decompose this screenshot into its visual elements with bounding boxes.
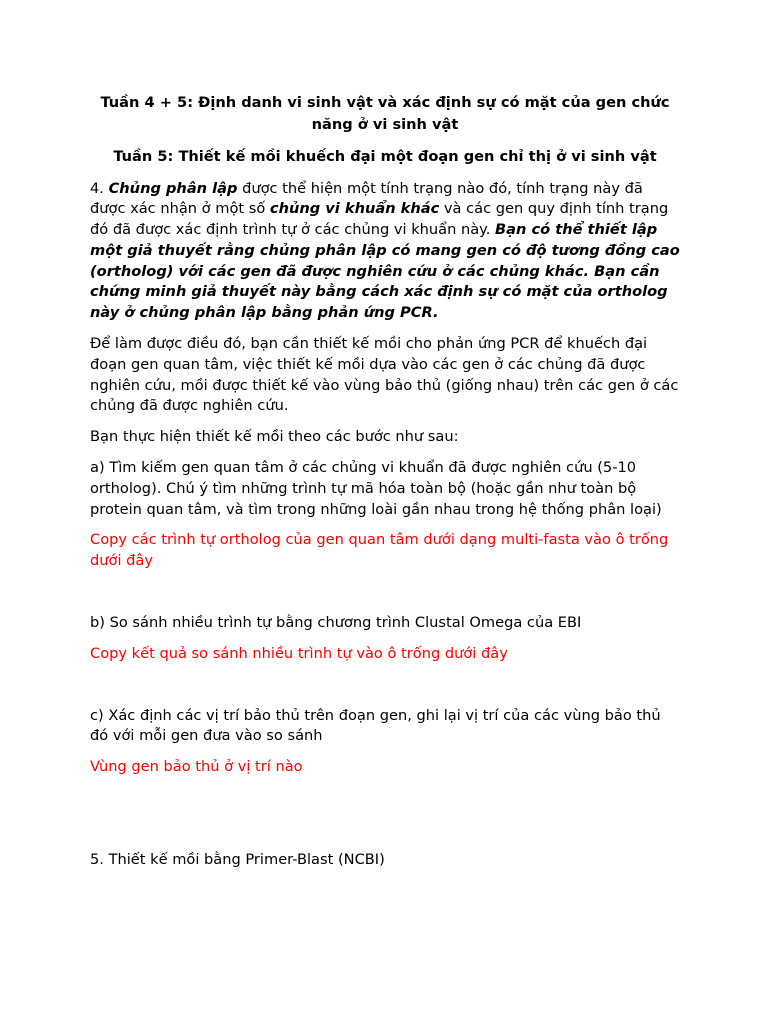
step-c: c) Xác định các vị trí bảo thủ trên đoạn gen, ghi lại vị trí của các vùng bảo thủ đó với mỗi gen đưa vào so sánh	[90, 706, 661, 745]
step-b-instruction: Copy kết quả so sánh nhiều trình tự vào ô trống dưới đây	[90, 644, 508, 662]
other-strains-term: chủng vi khuẩn khác	[269, 200, 440, 218]
item-4-prefix: 4.	[90, 179, 109, 197]
step-b: b) So sánh nhiều trình tự bằng chương trình Clustal Omega của EBI	[90, 614, 582, 632]
item-4-text-1: được thể hiện một tính trạng nào đó, tính trạng này đã được xác nhận ở một số	[90, 179, 643, 218]
primer-design-paragraph: Để làm được điều đó, bạn cần thiết kế mồi cho phản ứng PCR để khuếch đại đoạn gen quan tâm, việc thiết kế mồi dựa vào các gen ở các chủng đã được nghiên cứu, mồi được thiết kế vào vùng bảo thủ (giống nhau) trên các gen ở các chủng đã được nghiên cứu.	[90, 335, 679, 415]
item-4-paragraph	[90, 179, 680, 325]
page-subtitle: Tuần 5: Thiết kế mồi khuếch đại một đoạn gen chỉ thị ở vi sinh vật	[113, 148, 657, 165]
page-title: Tuần 4 + 5: Định danh vi sinh vật và xác định sự có mặt của gen chức năng ở vi sinh vật	[100, 94, 670, 133]
item-4-text-2: và các gen quy định tính trạng đó đã được xác định trình tự ở các chủng vi khuẩn này.	[90, 200, 669, 239]
step-c-instruction: Vùng gen bảo thủ ở vị trí nào	[90, 758, 303, 776]
step-a-instruction: Copy các trình tự ortholog của gen quan tâm dưới dạng multi-fasta vào ô trống dưới đây	[90, 531, 669, 570]
strain-isolate-term: Chủng phân lập	[108, 179, 238, 197]
step-a: a) Tìm kiếm gen quan tâm ở các chủng vi khuẩn đã được nghiên cứu (5-10 ortholog). Chú ý tìm những trình tự mã hóa toàn bộ (hoặc gần như toàn bộ protein quan tâm, và tìm trong những loài gần nhau trong hệ thống phân loại)	[90, 459, 662, 518]
hypothesis-text: Bạn có thể thiết lập một giả thuyết rằng chủng phân lập có mang gen có độ tương đồng cao (ortholog) với các gen đã được nghiên cứu ở các chủng khác. Bạn cần chứng minh giả thuyết này bằng cách xác định sự có mặt của ortholog này ở chủng phân lập bằng phản ứng PCR.	[90, 221, 680, 322]
steps-intro: Bạn thực hiện thiết kế mồi theo các bước như sau:	[90, 428, 459, 446]
item-5: 5. Thiết kế mồi bằng Primer-Blast (NCBI)	[90, 851, 385, 869]
